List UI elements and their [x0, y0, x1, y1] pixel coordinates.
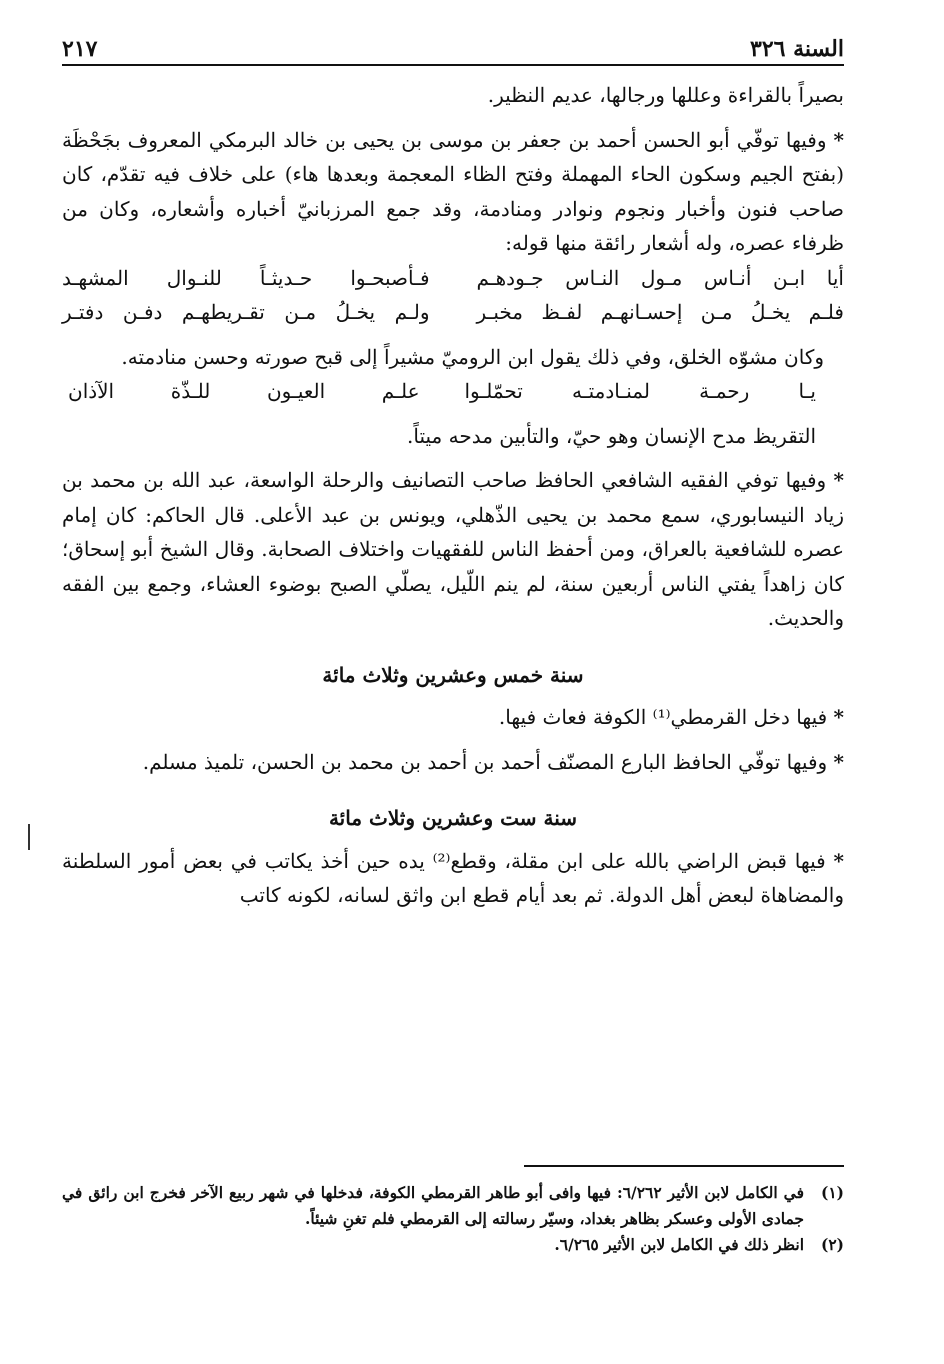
verse-line-1	[62, 261, 844, 296]
paragraph-3: التقريظ مدح الإنسان وهو حيّ، والتأبين مدحه ميتاً.	[407, 423, 816, 448]
footnotes	[62, 1180, 844, 1258]
section-heading-325: سنة خمس وعشرين وثلاث مائة	[322, 662, 584, 687]
verse-2-second-hemistich: ولـم يخـلُ مـن تقـريطهـم دفـن دفتـر	[62, 300, 430, 324]
asterisk-marker: *	[833, 749, 844, 774]
paragraph-1	[62, 123, 844, 261]
paragraph-2: وكان مشوّه الخلق، وفي ذلك يقول ابن الروميّ مشيراً إلى قبح صورته وحسن منادمته.	[121, 344, 824, 369]
paragraph-4-text: وفيها توفي الفقيه الشافعي الحافظ صاحب التصانيف والرحلة الواسعة، عبد الله بن محمد بن زياد النيسابوري، سمع محمد بن يحيى الذّهلي، ويونس بن عبد الأعلى. قال الحاكم: كان إمام عصره للشافعية بالعراق، ومن أحفظ الناس للفقهيات واختلاف الصحابة. وقال الشيخ أبو إسحاق؛ كان زاهداً يفتي الناس أربعين سنة، لم ينم اللّيل، يصلّي الصبح بوضوء العشاء، وجمع بين الفقه والحديث.	[62, 468, 844, 630]
margin-mark	[28, 824, 30, 850]
verse-1-first-hemistich: أيا ابـن أنـاس مـول النـاس جـودهـم	[476, 265, 844, 290]
running-title: السنة ٣٢٦	[750, 36, 844, 62]
paragraph-7	[62, 844, 844, 913]
verse-line-3	[62, 374, 844, 409]
verse-line-2	[62, 295, 844, 330]
asterisk-marker: *	[833, 127, 845, 152]
paragraph-6	[62, 745, 844, 780]
footnote-number: (٢)	[820, 1235, 844, 1254]
section-heading-326: سنة ست وعشرين وثلاث مائة	[328, 806, 578, 830]
paragraph-6-text: وفيها توفّي الحافظ البارع المصنّف أحمد بن أحمد بن محمد بن الحسن، تلميذ مسلم.	[142, 749, 828, 774]
asterisk-marker: *	[833, 468, 844, 492]
footnote-2	[62, 1232, 844, 1258]
footnote-text: انظر ذلك في الكامل لابن الأثير ٦/٢٦٥.	[554, 1235, 804, 1254]
book-page	[62, 0, 844, 1364]
paragraph-1-text: وفيها توفّي أبو الحسن أحمد بن جعفر بن موسى بن يحيى بن خالد البرمكي المعروف بجَحْظَة (بفتح الجيم وسكون الحاء المهملة وفتح الظاء المعجمة وبعدها هاء) على خلاف فيه تقدّم، كان صاحب فنون وأخبار ونجوم ونوادر ومنادمة، وقد جمع المرزبانيّ أخباره وأشعاره، وكان من ظرفاء عصره، وله أشعار رائقة منها قوله:	[62, 127, 844, 255]
paragraph-5	[62, 700, 844, 735]
asterisk-marker: *	[833, 705, 844, 729]
footnote-text: في الكامل لابن الأثير ٦/٢٦٢: فيها وافى أبو طاهر القرمطي الكوفة، فدخلها في شهر ربيع الآخر فخرج ابن رائق في جمادى الأولى وعسكر بظاهر بغداد، وسيّر رسالته إلى القرمطي فلم تغنِ شيئاً.	[62, 1183, 804, 1228]
footnote-1	[62, 1180, 844, 1232]
verse-2-first-hemistich: فلـم يخـلُ مـن إحسـانهـم لفـظ مخبـر	[476, 300, 844, 324]
paragraph-0: بصيراً بالقراءة وعللها ورجالها، عديم النظير.	[487, 83, 844, 107]
main-text	[62, 78, 844, 913]
asterisk-marker: *	[833, 848, 844, 873]
header-rule	[62, 64, 844, 66]
page-number: ٢١٧	[62, 36, 98, 62]
paragraph-5-text: فيها دخل القرمطي⁽¹⁾ الكوفة فعاث فيها.	[498, 705, 828, 729]
verse-3-second-hemistich: علـم العيـون للـذّة الآذان	[68, 379, 420, 403]
paragraph-4	[62, 463, 844, 636]
verse-1-second-hemistich: فـأصبحـوا حـديثـاً للنـوال المشهـد	[62, 265, 430, 290]
footnote-number: (١)	[820, 1183, 844, 1202]
verse-3-first-hemistich: يـا رحمـة لمنـادمتـه تحمّلـوا	[464, 379, 816, 403]
running-header	[62, 26, 844, 62]
footnote-rule	[524, 1165, 844, 1167]
paragraph-7-text: فيها قبض الراضي بالله على ابن مقلة، وقطع⁽²⁾ يده حين أخذ يكاتب في بعض أمور السلطنة والمضاهاة لبعض أهل الدولة. ثم بعد أيام قطع ابن واثق لسانه، لكونه كاتب	[62, 848, 844, 907]
